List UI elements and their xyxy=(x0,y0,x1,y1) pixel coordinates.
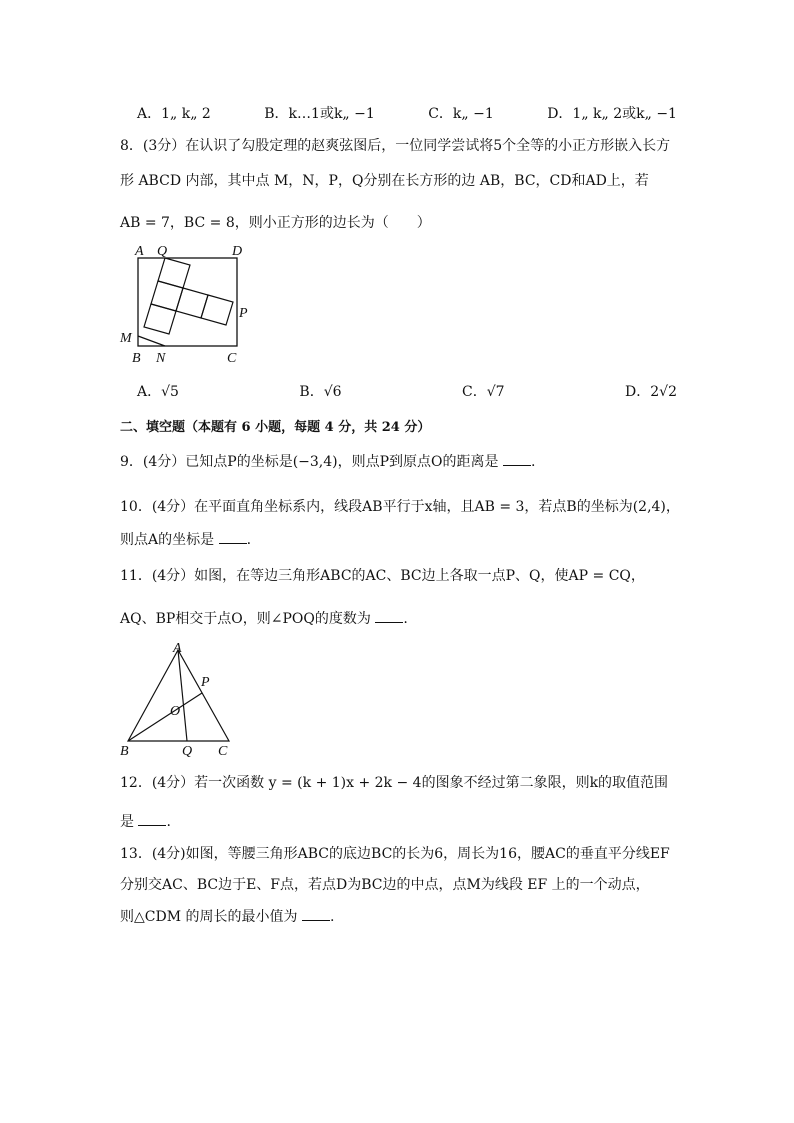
q9-stem xyxy=(120,451,535,471)
q10-stem-line2 xyxy=(120,529,251,549)
q11-period: . xyxy=(403,611,408,627)
q11-text: AQ、BP相交于点O，则∠POQ的度数为 xyxy=(120,611,371,627)
label-c: C xyxy=(227,351,237,366)
section-heading: 二、填空题（本题有 6 小题，每题 4 分，共 24 分） xyxy=(120,420,431,435)
q12-period: . xyxy=(166,814,171,830)
label-c: C xyxy=(218,744,228,759)
q11-figure xyxy=(112,638,242,760)
label-n: N xyxy=(156,351,166,366)
q8-options xyxy=(137,381,677,401)
q8-option-c: C．√7 xyxy=(462,384,505,400)
label-d: D xyxy=(232,244,243,259)
label-a: A xyxy=(135,244,144,259)
q8-stem-line3: AB = 7，BC = 8，则小正方形的边长为（ ） xyxy=(120,215,431,231)
label-q: Q xyxy=(182,744,193,759)
q7-option-c: C．k„ −1 xyxy=(428,106,494,122)
q13-answer-blank xyxy=(302,908,330,921)
q7-option-d: D．1„ k„ 2或k„ −1 xyxy=(547,106,677,122)
q12-stem-line1: 12．(4分）若一次函数 y = (k + 1)x + 2k − 4的图象不经过第二象限，则k的取值范围 xyxy=(120,775,669,791)
label-q: Q xyxy=(157,244,168,259)
q8-option-a: A．√5 xyxy=(137,384,179,400)
q10-answer-blank xyxy=(219,531,247,544)
q12-answer-blank xyxy=(138,813,166,826)
five-squares xyxy=(138,258,233,346)
q11-stem-line2 xyxy=(120,608,408,628)
q13-period: . xyxy=(329,909,335,925)
q8-option-b: B．√6 xyxy=(299,384,342,400)
q12-stem-line2 xyxy=(120,811,171,831)
q12-text: 是 xyxy=(120,814,134,830)
q9-text: 9．(4分）已知点P的坐标是(−3,4)，则点P到原点O的距离是 xyxy=(120,454,499,470)
q13-stem-line2: 分别交AC、BC边于E、F点，若点D为BC边的中点，点M为线段 EF 上的一个动点， xyxy=(120,877,650,893)
q8-stem-line1: 8．(3分）在认识了勾股定理的赵爽弦图后，一位同学尝试将5个全等的小正方形嵌入长方 xyxy=(120,138,671,154)
q7-option-a: A．1„ k„ 2 xyxy=(137,106,211,122)
label-b: B xyxy=(120,744,129,759)
q10-stem-line1: 10．(4分）在平面直角坐标系内，线段AB平行于x轴，且AB = 3，若点B的坐标为(2,4)， xyxy=(120,499,680,515)
q11-answer-blank xyxy=(375,610,403,623)
q9-answer-blank xyxy=(503,453,531,466)
label-b: B xyxy=(132,351,141,366)
q7-option-b: B．k…1或k„ −1 xyxy=(264,106,375,122)
q13-stem-line1: 13．(4分)如图，等腰三角形ABC的底边BC的长为6，周长为16，腰AC的垂直平分线EF xyxy=(120,846,670,862)
label-p: P xyxy=(201,675,210,690)
label-o: O xyxy=(170,704,181,719)
q10-text: 则点A的坐标是 xyxy=(120,532,215,548)
triangle-abc xyxy=(128,650,229,741)
q11-stem-line1: 11．(4分）如图，在等边三角形ABC的AC、BC边上各取一点P、Q，使AP = CQ， xyxy=(120,568,645,584)
label-p: P xyxy=(239,306,248,321)
q10-period: . xyxy=(246,532,252,548)
label-a: A xyxy=(173,641,182,656)
q7-options xyxy=(137,103,677,123)
q9-period: . xyxy=(530,454,536,470)
q8-stem-line2: 形 ABCD 内部，其中点 M，N，P，Q分别在长方形的边 AB，BC，CD和AD上，若 xyxy=(120,173,649,189)
q8-figure xyxy=(115,238,255,368)
q8-option-d: D．2√2 xyxy=(625,384,677,400)
q13-stem-line3 xyxy=(120,906,334,926)
label-m: M xyxy=(120,331,132,346)
q13-text: 则△CDM 的周长的最小值为 xyxy=(120,909,298,925)
